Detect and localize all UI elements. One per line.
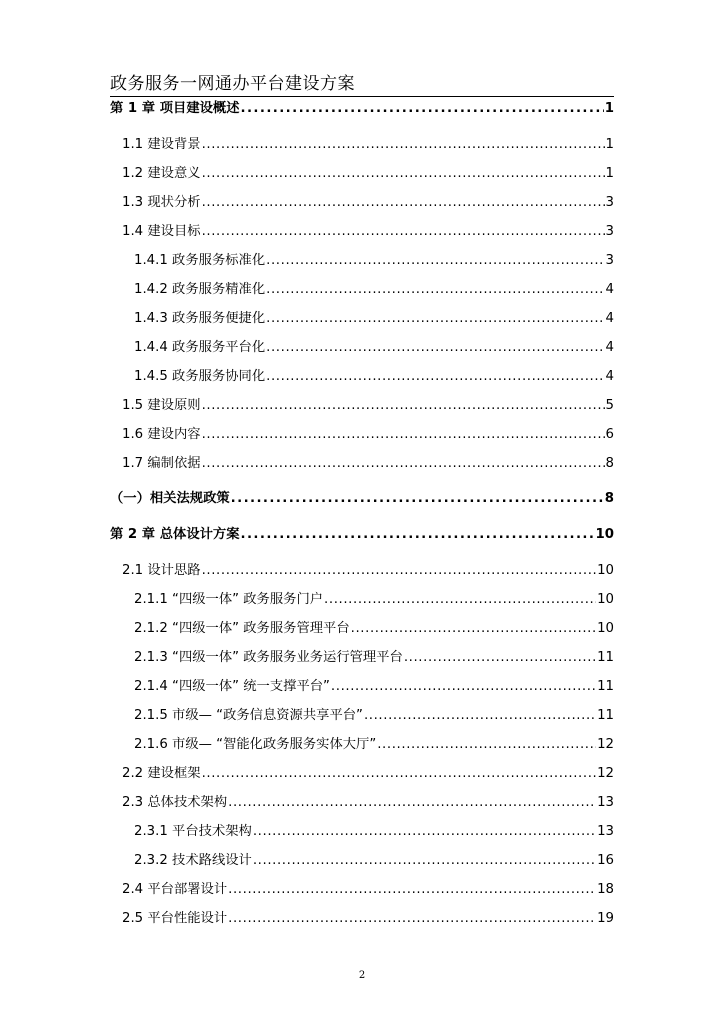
toc-dot-leader xyxy=(253,852,596,868)
toc-dot-leader xyxy=(202,562,597,578)
toc-entry-label: 1.7 编制依据 xyxy=(122,456,201,471)
toc-entry-label: 2.1 设计思路 xyxy=(122,563,201,578)
toc-entry-1-7[interactable] xyxy=(122,451,614,471)
toc-entry-1-2[interactable] xyxy=(122,161,614,181)
toc-entry-2-1-6[interactable] xyxy=(134,732,614,752)
toc-entry-label: 2.3 总体技术架构 xyxy=(122,795,228,810)
toc-entry-page: 4 xyxy=(605,369,614,384)
toc-dot-leader xyxy=(202,136,605,152)
toc-entry-label: 2.1.4 “四级一体” 统一支撑平台” xyxy=(134,679,330,694)
toc-entry-label: （一）相关法规政策 xyxy=(110,491,230,506)
toc-entry-label: 1.4.3 政务服务便捷化 xyxy=(134,311,266,326)
toc-entry-page: 12 xyxy=(597,766,614,781)
toc-entry-2-1[interactable] xyxy=(122,558,614,578)
toc-entry-1-4[interactable] xyxy=(122,219,614,239)
toc-dot-leader xyxy=(266,339,604,355)
toc-entry-2-4[interactable] xyxy=(122,877,614,897)
toc-entry-label: 第 2 章 总体设计方案 xyxy=(110,527,240,542)
toc-entry-label: 1.4.4 政务服务平台化 xyxy=(134,340,266,355)
toc-entry-1-4-3[interactable] xyxy=(134,306,614,326)
toc-entry-label: 1.1 建设背景 xyxy=(122,137,201,152)
toc-entry-label: 1.4 建设目标 xyxy=(122,224,201,239)
toc-entry-chapter-2[interactable] xyxy=(110,522,614,542)
toc-entry-page: 11 xyxy=(597,708,614,723)
toc-dot-leader xyxy=(266,368,604,384)
toc-entry-page: 19 xyxy=(597,911,614,926)
toc-entry-label: 1.4.5 政务服务协同化 xyxy=(134,369,266,384)
toc-dot-leader xyxy=(231,490,604,506)
document-title: 政务服务一网通办平台建设方案 xyxy=(110,74,355,94)
toc-dot-leader xyxy=(253,823,596,839)
toc-dot-leader xyxy=(202,397,605,413)
toc-dot-leader xyxy=(331,678,596,694)
toc-dot-leader xyxy=(202,426,605,442)
toc-entry-page: 11 xyxy=(597,650,614,665)
toc-entry-2-1-3[interactable] xyxy=(134,645,614,665)
toc-entry-page: 4 xyxy=(605,311,614,326)
toc-entry-label: 1.2 建设意义 xyxy=(122,166,201,181)
toc-dot-leader xyxy=(202,165,605,181)
toc-entry-label: 1.4.1 政务服务标准化 xyxy=(134,253,266,268)
toc-entry-page: 18 xyxy=(597,882,614,897)
toc-entry-label: 第 1 章 项目建设概述 xyxy=(110,101,240,116)
toc-dot-leader xyxy=(202,194,605,210)
toc-dot-leader xyxy=(202,455,605,471)
toc-dot-leader xyxy=(324,591,596,607)
toc-entry-1-4-4[interactable] xyxy=(134,335,614,355)
toc-entry-chapter-1[interactable] xyxy=(110,96,614,116)
toc-entry-2-3[interactable] xyxy=(122,790,614,810)
toc-entry-page: 4 xyxy=(605,282,614,297)
toc-entry-page: 5 xyxy=(605,398,614,413)
toc-entry-2-1-1[interactable] xyxy=(134,587,614,607)
toc-entry-page: 11 xyxy=(597,679,614,694)
toc-entry-label: 2.2 建设框架 xyxy=(122,766,201,781)
toc-dot-leader xyxy=(202,223,605,239)
toc-entry-label: 2.1.3 “四级一体” 政务服务业务运行管理平台 xyxy=(134,650,403,665)
toc-dot-leader xyxy=(202,765,597,781)
toc-entry-label: 2.1.1 “四级一体” 政务服务门户 xyxy=(134,592,324,607)
toc-entry-page: 10 xyxy=(595,527,614,542)
toc-entry-2-5[interactable] xyxy=(122,906,614,926)
toc-dot-leader xyxy=(228,794,596,810)
toc-dot-leader xyxy=(364,707,596,723)
toc-entry-2-2[interactable] xyxy=(122,761,614,781)
toc-entry-label: 1.5 建设原则 xyxy=(122,398,201,413)
toc-entry-page: 10 xyxy=(597,621,614,636)
toc-entry-page: 8 xyxy=(605,456,614,471)
toc-entry-label: 1.3 现状分析 xyxy=(122,195,201,210)
toc-entry-page: 8 xyxy=(604,491,614,506)
toc-entry-page: 3 xyxy=(605,195,614,210)
toc-dot-leader xyxy=(266,252,604,268)
toc-entry-page: 10 xyxy=(597,563,614,578)
toc-entry-2-3-1[interactable] xyxy=(134,819,614,839)
toc-entry-1-1[interactable] xyxy=(122,132,614,152)
toc-dot-leader xyxy=(377,736,596,752)
toc-entry-1-5[interactable] xyxy=(122,393,614,413)
toc-dot-leader xyxy=(266,281,604,297)
toc-entry-label: 1.4.2 政务服务精准化 xyxy=(134,282,266,297)
toc-entry-label: 2.1.2 “四级一体” 政务服务管理平台 xyxy=(134,621,350,636)
toc-dot-leader xyxy=(241,526,595,542)
toc-entry-1-3[interactable] xyxy=(122,190,614,210)
toc-entry-label: 2.3.1 平台技术架构 xyxy=(134,824,252,839)
document-header xyxy=(110,70,614,97)
toc-entry-label: 2.1.6 市级— “智能化政务服务实体大厅” xyxy=(134,737,377,752)
toc-entry-page: 6 xyxy=(605,427,614,442)
toc-entry-page: 10 xyxy=(597,592,614,607)
toc-entry-page: 4 xyxy=(605,340,614,355)
toc-entry-2-3-2[interactable] xyxy=(134,848,614,868)
toc-entry-page: 3 xyxy=(605,224,614,239)
toc-entry-1-4-2[interactable] xyxy=(134,277,614,297)
toc-entry-1-6[interactable] xyxy=(122,422,614,442)
toc-entry-1-4-1[interactable] xyxy=(134,248,614,268)
toc-dot-leader xyxy=(228,910,596,926)
toc-entry-label: 2.4 平台部署设计 xyxy=(122,882,228,897)
toc-dot-leader xyxy=(228,881,596,897)
toc-entry-label: 2.1.5 市级— “政务信息资源共享平台” xyxy=(134,708,363,723)
toc-entry-1-4-5[interactable] xyxy=(134,364,614,384)
toc-entry-2-1-5[interactable] xyxy=(134,703,614,723)
toc-entry-page: 1 xyxy=(605,137,614,152)
toc-entry-page: 16 xyxy=(597,853,614,868)
toc-entry-page: 1 xyxy=(604,101,614,116)
toc-entry-2-1-2[interactable] xyxy=(134,616,614,636)
toc-entry-page: 1 xyxy=(605,166,614,181)
toc-dot-leader xyxy=(266,310,604,326)
toc-entry-label: 1.6 建设内容 xyxy=(122,427,201,442)
toc-entry-label: 2.5 平台性能设计 xyxy=(122,911,228,926)
toc-entry-regulations[interactable] xyxy=(110,486,614,506)
page-number: 2 xyxy=(358,970,366,981)
toc-dot-leader xyxy=(351,620,596,636)
toc-entry-page: 12 xyxy=(597,737,614,752)
toc-entry-page: 13 xyxy=(597,824,614,839)
toc-entry-label: 2.3.2 技术路线设计 xyxy=(134,853,252,868)
toc-entry-2-1-4[interactable] xyxy=(134,674,614,694)
toc-entry-page: 3 xyxy=(605,253,614,268)
toc-entry-page: 13 xyxy=(597,795,614,810)
toc-dot-leader xyxy=(404,649,596,665)
toc-dot-leader xyxy=(241,100,604,116)
